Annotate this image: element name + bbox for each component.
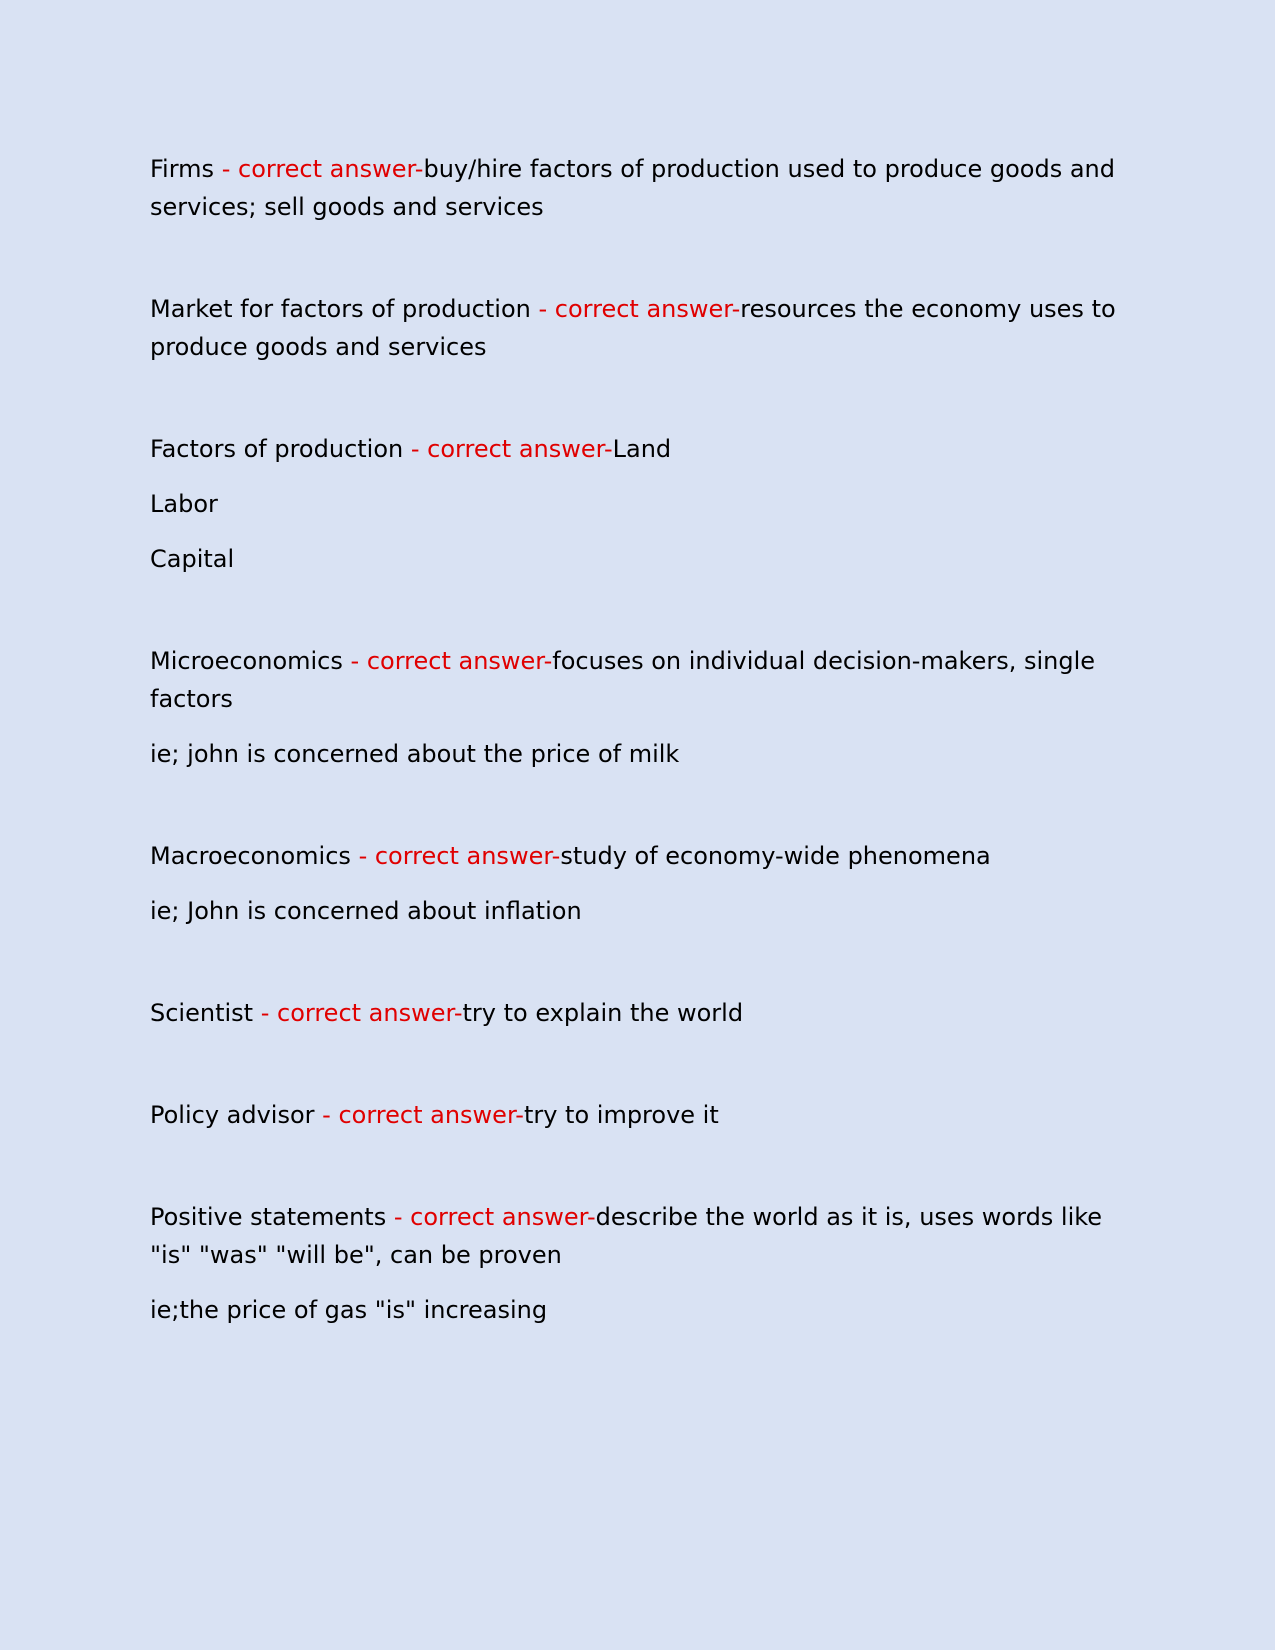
flashcard-line <box>150 290 1125 366</box>
flashcard <box>150 1198 1125 1329</box>
term: Market for factors of production <box>150 295 531 323</box>
flashcard <box>150 994 1125 1032</box>
term: Factors of production <box>150 435 404 463</box>
flashcard <box>150 150 1125 226</box>
definition: describe the world as it is, uses words like "is" "was" "will be", can be proven <box>150 1203 1103 1269</box>
answer-separator: - correct answer- <box>260 999 463 1027</box>
answer-separator: - correct answer- <box>221 155 424 183</box>
definition: Land <box>612 435 672 463</box>
answer-separator: - correct answer- <box>322 1101 524 1129</box>
flashcard-line <box>150 1096 1125 1134</box>
extra-line: Capital <box>150 545 235 573</box>
term: Microeconomics <box>150 647 343 675</box>
extra-line: ie; John is concerned about inflation <box>150 897 582 925</box>
flashcard <box>150 1096 1125 1134</box>
answer-separator: - correct answer- <box>393 1203 596 1231</box>
flashcard <box>150 642 1125 773</box>
flashcard <box>150 837 1125 930</box>
definition: try to explain the world <box>462 999 744 1027</box>
definition: study of economy-wide phenomena <box>560 842 991 870</box>
flashcard-list <box>150 150 1125 1393</box>
definition: focuses on individual decision-makers, single factors <box>150 647 1096 713</box>
extra-line: Labor <box>150 490 218 518</box>
flashcard-line <box>150 994 1125 1032</box>
flashcard <box>150 290 1125 366</box>
term: Policy advisor <box>150 1101 315 1129</box>
term: Firms <box>150 155 215 183</box>
flashcard-line <box>150 1198 1125 1274</box>
term: Macroeconomics <box>150 842 351 870</box>
flashcard-line <box>150 430 1125 468</box>
answer-separator: - correct answer- <box>358 842 561 870</box>
term: Scientist <box>150 999 254 1027</box>
flashcard-line <box>150 642 1125 718</box>
definition: resources the economy uses to produce goods and services <box>150 295 1116 361</box>
term: Positive statements <box>150 1203 387 1231</box>
answer-separator: - correct answer- <box>538 295 741 323</box>
extra-line: ie;the price of gas "is" increasing <box>150 1296 548 1324</box>
extra-line: ie; john is concerned about the price of milk <box>150 740 680 768</box>
flashcard-line <box>150 150 1125 226</box>
flashcard <box>150 430 1125 578</box>
definition: try to improve it <box>523 1101 719 1129</box>
flashcard-line <box>150 837 1125 875</box>
answer-separator: - correct answer- <box>350 647 553 675</box>
answer-separator: - correct answer- <box>410 435 613 463</box>
definition: buy/hire factors of production used to produce goods and services; sell goods and services <box>150 155 1116 221</box>
